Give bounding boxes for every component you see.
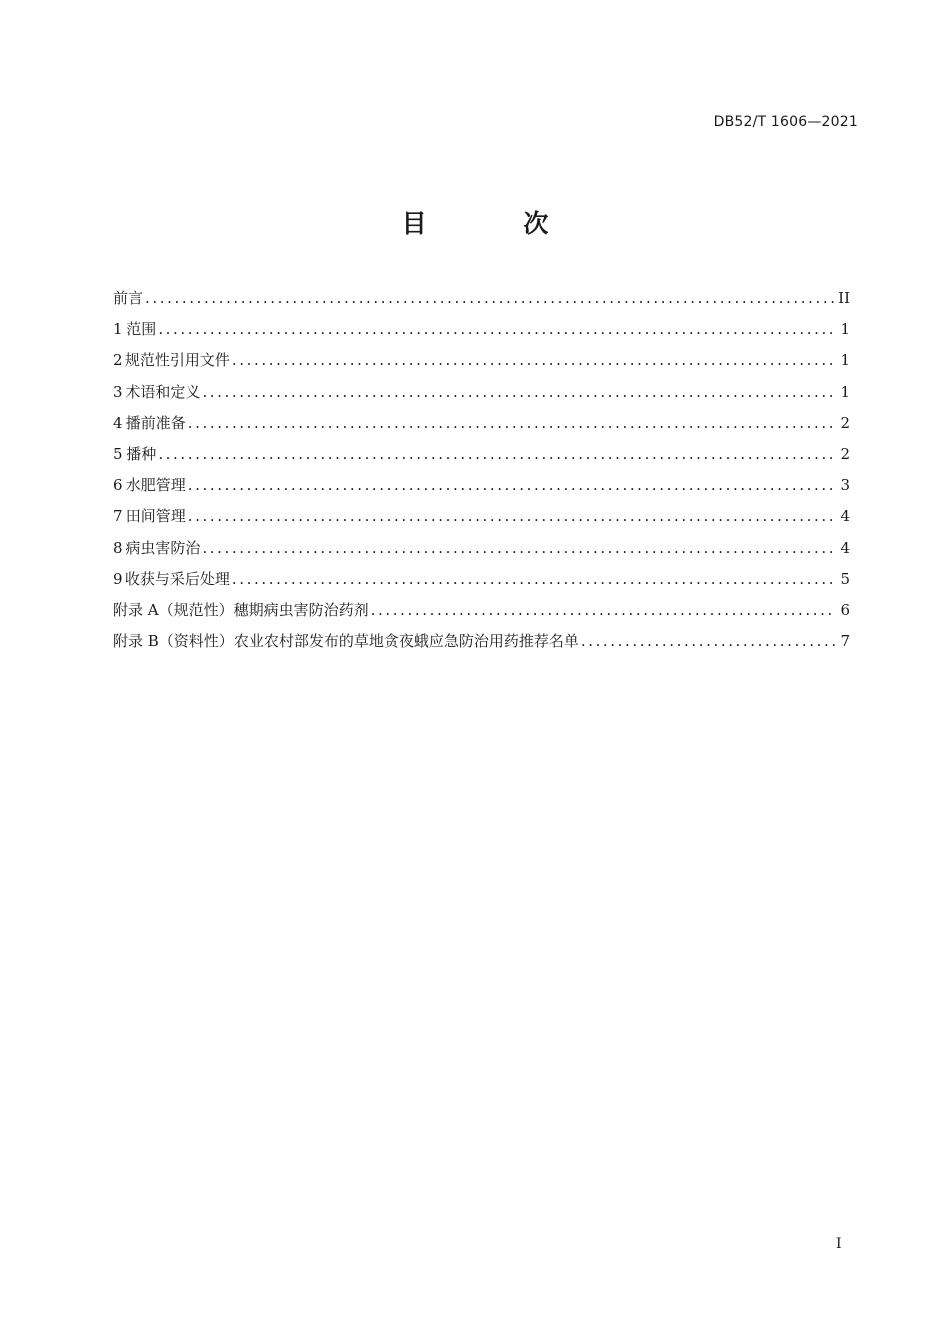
toc-entry-annex-a[interactable] xyxy=(113,595,850,626)
toc-entry-page: 1 xyxy=(840,320,850,339)
toc-entry-page: 2 xyxy=(840,413,850,432)
dot-leader xyxy=(158,439,836,470)
toc-entry-label: 规范性引用文件 xyxy=(124,351,230,370)
toc-entry-label: 播前准备 xyxy=(125,413,186,432)
dot-leader xyxy=(371,595,837,626)
toc-entry-label: 水肥管理 xyxy=(125,476,186,495)
toc-entry-number: 7 xyxy=(113,507,123,526)
toc-entry-page: II xyxy=(838,289,850,307)
toc-entry-terms-definitions[interactable] xyxy=(113,377,850,408)
toc-entry-label: 病虫害防治 xyxy=(125,538,201,557)
toc-entry-scope[interactable] xyxy=(113,314,850,345)
toc-entry-label: 前言 xyxy=(113,289,144,307)
toc-entry-label: 收获与采后处理 xyxy=(124,569,230,588)
page-number: I xyxy=(836,1236,842,1252)
toc-entry-label: 术语和定义 xyxy=(125,382,201,401)
toc-entry-page: 1 xyxy=(840,382,850,401)
toc-title: 目 次 xyxy=(401,209,593,238)
toc-annex-type: （规范性） xyxy=(158,600,234,619)
toc-entry-number: 9 xyxy=(113,569,123,588)
toc-entry-sowing[interactable] xyxy=(113,439,850,470)
dot-leader xyxy=(202,377,836,408)
toc-entry-number: 5 xyxy=(113,444,123,463)
dot-leader xyxy=(188,501,837,532)
toc-annex-prefix: 附录 A xyxy=(113,600,159,619)
dot-leader xyxy=(188,470,837,501)
toc-entry-page: 1 xyxy=(840,351,850,370)
dot-leader xyxy=(232,345,837,376)
dot-leader xyxy=(145,283,834,314)
dot-leader xyxy=(188,408,837,439)
toc-entry-number: 2 xyxy=(113,351,123,370)
toc-entry-page: 2 xyxy=(840,444,850,463)
toc-entry-page: 6 xyxy=(840,600,850,619)
toc-entry-page: 3 xyxy=(840,476,850,495)
toc-entry-page: 5 xyxy=(840,569,850,588)
toc-entry-water-fertilizer[interactable] xyxy=(113,470,850,501)
document-code: DB52/T 1606—2021 xyxy=(713,114,858,130)
toc-entry-harvest[interactable] xyxy=(113,564,850,595)
toc-entry-pest-control[interactable] xyxy=(113,533,850,564)
toc-entry-number: 8 xyxy=(113,538,123,557)
toc-entry-field-management[interactable] xyxy=(113,501,850,532)
toc-entry-foreword[interactable] xyxy=(113,283,850,314)
toc-annex-prefix: 附录 B xyxy=(113,632,159,651)
toc-entry-page: 4 xyxy=(840,507,850,526)
toc-annex-type: （资料性） xyxy=(158,632,234,651)
toc-entry-number: 6 xyxy=(113,476,123,495)
toc-entry-normative-references[interactable] xyxy=(113,345,850,376)
toc-entry-label: 田间管理 xyxy=(125,507,186,526)
toc-entry-label: 播种 xyxy=(126,444,157,463)
dot-leader xyxy=(202,533,836,564)
table-of-contents xyxy=(113,283,850,657)
toc-entry-page: 7 xyxy=(840,632,850,651)
toc-entry-number: 1 xyxy=(113,320,123,339)
dot-leader xyxy=(158,314,836,345)
toc-entry-pre-sowing[interactable] xyxy=(113,408,850,439)
toc-entry-number: 3 xyxy=(113,382,123,401)
toc-entry-number: 4 xyxy=(113,413,123,432)
toc-entry-label: 范围 xyxy=(126,320,157,339)
dot-leader xyxy=(581,626,837,657)
toc-entry-annex-b[interactable] xyxy=(113,626,850,657)
toc-entry-label: 穗期病虫害防治药剂 xyxy=(233,600,369,619)
toc-entry-label: 农业农村部发布的草地贪夜蛾应急防治用药推荐名单 xyxy=(233,632,579,651)
dot-leader xyxy=(232,564,837,595)
toc-entry-page: 4 xyxy=(840,538,850,557)
